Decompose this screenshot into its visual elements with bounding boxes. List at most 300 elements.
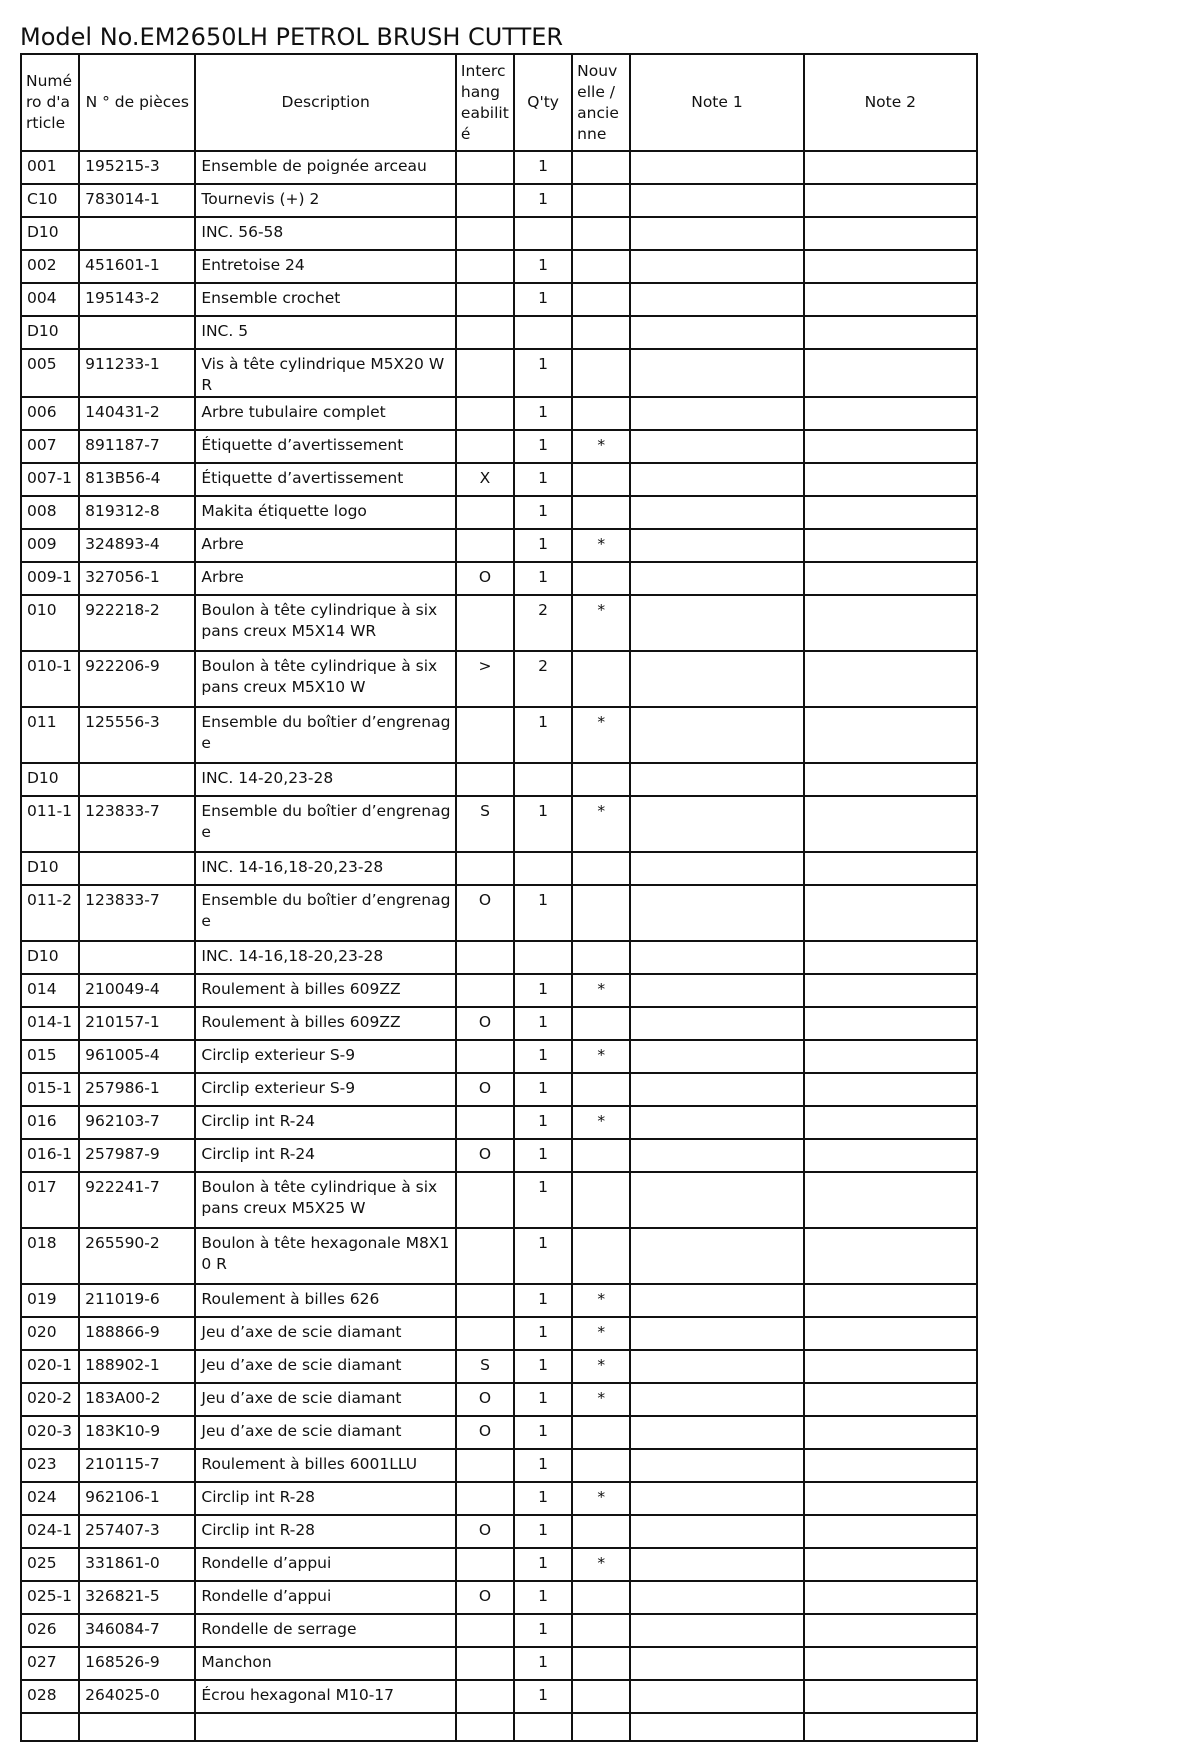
note-1-cell — [630, 1482, 803, 1515]
note-1-cell — [630, 1284, 803, 1317]
note-1-cell — [630, 763, 803, 796]
note-2-cell — [804, 974, 977, 1007]
quantity-cell — [514, 316, 572, 349]
note-1-cell — [630, 796, 803, 852]
interchangeability-cell — [456, 250, 514, 283]
item-number-cell: D10 — [21, 316, 79, 349]
table-row — [21, 151, 977, 184]
header-note-1: Note 1 — [630, 54, 803, 151]
note-1-cell — [630, 349, 803, 397]
quantity-cell: 1 — [514, 1007, 572, 1040]
new-old-cell — [572, 1416, 630, 1449]
note-2-cell — [804, 283, 977, 316]
part-number-cell: 188902-1 — [79, 1350, 195, 1383]
interchangeability-cell — [456, 397, 514, 430]
interchangeability-cell: O — [456, 885, 514, 941]
part-number-cell: 257986-1 — [79, 1073, 195, 1106]
description-cell: Ensemble crochet — [195, 283, 456, 316]
quantity-cell: 1 — [514, 1228, 572, 1284]
table-row — [21, 1647, 977, 1680]
part-number-cell: 210157-1 — [79, 1007, 195, 1040]
table-row — [21, 1713, 977, 1741]
note-1-cell — [630, 316, 803, 349]
note-2-cell — [804, 1040, 977, 1073]
note-2-cell — [804, 1515, 977, 1548]
quantity-cell: 1 — [514, 1317, 572, 1350]
note-2-cell — [804, 885, 977, 941]
item-number-cell: 020 — [21, 1317, 79, 1350]
part-number-cell: 346084-7 — [79, 1614, 195, 1647]
table-row — [21, 796, 977, 852]
item-number-cell: D10 — [21, 217, 79, 250]
part-number-cell: 210115-7 — [79, 1449, 195, 1482]
interchangeability-cell — [456, 529, 514, 562]
quantity-cell: 1 — [514, 885, 572, 941]
item-number-cell: 015 — [21, 1040, 79, 1073]
part-number-cell — [79, 852, 195, 885]
interchangeability-cell: S — [456, 796, 514, 852]
interchangeability-cell — [456, 1614, 514, 1647]
interchangeability-cell — [456, 1284, 514, 1317]
interchangeability-cell — [456, 349, 514, 397]
interchangeability-cell — [456, 430, 514, 463]
item-number-cell: 008 — [21, 496, 79, 529]
item-number-cell: 002 — [21, 250, 79, 283]
note-1-cell — [630, 463, 803, 496]
new-old-cell — [572, 1680, 630, 1713]
new-old-cell: * — [572, 707, 630, 763]
note-1-cell — [630, 1581, 803, 1614]
table-row — [21, 397, 977, 430]
part-number-cell: 813B56-4 — [79, 463, 195, 496]
description-cell — [195, 1713, 456, 1741]
new-old-cell — [572, 651, 630, 707]
description-cell: INC. 56-58 — [195, 217, 456, 250]
quantity-cell: 1 — [514, 1172, 572, 1228]
table-row — [21, 595, 977, 651]
description-cell: Rondelle d’appui — [195, 1548, 456, 1581]
interchangeability-cell: > — [456, 651, 514, 707]
note-1-cell — [630, 1713, 803, 1741]
interchangeability-cell: O — [456, 1515, 514, 1548]
note-1-cell — [630, 496, 803, 529]
note-1-cell — [630, 397, 803, 430]
part-number-cell: 961005-4 — [79, 1040, 195, 1073]
item-number-cell: 024-1 — [21, 1515, 79, 1548]
note-2-cell — [804, 496, 977, 529]
part-number-cell: 183A00-2 — [79, 1383, 195, 1416]
interchangeability-cell: O — [456, 1416, 514, 1449]
table-row — [21, 1548, 977, 1581]
note-1-cell — [630, 1680, 803, 1713]
description-cell: Roulement à billes 6001LLU — [195, 1449, 456, 1482]
page-title: Model No.EM2650LH PETROL BRUSH CUTTER — [20, 23, 564, 51]
quantity-cell: 1 — [514, 1284, 572, 1317]
quantity-cell: 1 — [514, 397, 572, 430]
table-row — [21, 283, 977, 316]
interchangeability-cell — [456, 1106, 514, 1139]
interchangeability-cell: O — [456, 562, 514, 595]
description-cell: Rondelle d’appui — [195, 1581, 456, 1614]
note-2-cell — [804, 1007, 977, 1040]
note-2-cell — [804, 763, 977, 796]
note-1-cell — [630, 595, 803, 651]
table-row — [21, 1317, 977, 1350]
new-old-cell — [572, 1581, 630, 1614]
new-old-cell — [572, 184, 630, 217]
note-2-cell — [804, 151, 977, 184]
note-2-cell — [804, 852, 977, 885]
table-row — [21, 430, 977, 463]
note-1-cell — [630, 1139, 803, 1172]
interchangeability-cell: O — [456, 1581, 514, 1614]
part-number-cell: 451601-1 — [79, 250, 195, 283]
description-cell: Ensemble de poignée arceau — [195, 151, 456, 184]
note-2-cell — [804, 397, 977, 430]
item-number-cell: D10 — [21, 763, 79, 796]
item-number-cell: 025 — [21, 1548, 79, 1581]
quantity-cell: 1 — [514, 562, 572, 595]
interchangeability-cell — [456, 184, 514, 217]
note-2-cell — [804, 941, 977, 974]
interchangeability-cell — [456, 1228, 514, 1284]
note-1-cell — [630, 1172, 803, 1228]
part-number-cell: 123833-7 — [79, 885, 195, 941]
header-item-number: Numéro d'article — [21, 54, 79, 151]
description-cell: Écrou hexagonal M10-17 — [195, 1680, 456, 1713]
interchangeability-cell — [456, 1172, 514, 1228]
description-cell: Rondelle de serrage — [195, 1614, 456, 1647]
description-cell: Boulon à tête cylindrique à six pans creux M5X25 W — [195, 1172, 456, 1228]
interchangeability-cell — [456, 595, 514, 651]
quantity-cell: 1 — [514, 1350, 572, 1383]
note-2-cell — [804, 1139, 977, 1172]
interchangeability-cell — [456, 1449, 514, 1482]
new-old-cell: * — [572, 529, 630, 562]
description-cell: Étiquette d’avertissement — [195, 430, 456, 463]
new-old-cell — [572, 316, 630, 349]
note-2-cell — [804, 1073, 977, 1106]
item-number-cell: 007-1 — [21, 463, 79, 496]
interchangeability-cell — [456, 974, 514, 1007]
note-1-cell — [630, 151, 803, 184]
new-old-cell: * — [572, 1383, 630, 1416]
table-row — [21, 316, 977, 349]
new-old-cell — [572, 283, 630, 316]
note-1-cell — [630, 1515, 803, 1548]
description-cell: Circlip int R-28 — [195, 1515, 456, 1548]
new-old-cell — [572, 1449, 630, 1482]
description-cell: INC. 14-20,23-28 — [195, 763, 456, 796]
table-row — [21, 1228, 977, 1284]
header-interchangeability: Interchangeabilité — [456, 54, 514, 151]
item-number-cell: 024 — [21, 1482, 79, 1515]
part-number-cell: 168526-9 — [79, 1647, 195, 1680]
quantity-cell: 1 — [514, 1680, 572, 1713]
note-2-cell — [804, 1680, 977, 1713]
table-header-row — [21, 54, 977, 151]
item-number-cell: D10 — [21, 852, 79, 885]
interchangeability-cell — [456, 1548, 514, 1581]
new-old-cell — [572, 151, 630, 184]
note-2-cell — [804, 1713, 977, 1741]
part-number-cell: 264025-0 — [79, 1680, 195, 1713]
note-2-cell — [804, 1350, 977, 1383]
note-2-cell — [804, 1228, 977, 1284]
table-row — [21, 1040, 977, 1073]
note-2-cell — [804, 250, 977, 283]
description-cell: Roulement à billes 609ZZ — [195, 974, 456, 1007]
table-row — [21, 763, 977, 796]
part-number-cell: 922218-2 — [79, 595, 195, 651]
part-number-cell: 210049-4 — [79, 974, 195, 1007]
part-number-cell: 211019-6 — [79, 1284, 195, 1317]
part-number-cell — [79, 316, 195, 349]
note-1-cell — [630, 651, 803, 707]
new-old-cell: * — [572, 595, 630, 651]
item-number-cell: 007 — [21, 430, 79, 463]
table-row — [21, 1449, 977, 1482]
item-number-cell: 014 — [21, 974, 79, 1007]
item-number-cell: 027 — [21, 1647, 79, 1680]
interchangeability-cell — [456, 763, 514, 796]
new-old-cell — [572, 463, 630, 496]
interchangeability-cell — [456, 941, 514, 974]
quantity-cell: 1 — [514, 1449, 572, 1482]
description-cell: Entretoise 24 — [195, 250, 456, 283]
new-old-cell — [572, 1007, 630, 1040]
note-2-cell — [804, 562, 977, 595]
table-row — [21, 1614, 977, 1647]
table-row — [21, 707, 977, 763]
quantity-cell: 1 — [514, 496, 572, 529]
quantity-cell: 1 — [514, 796, 572, 852]
description-cell: Boulon à tête cylindrique à six pans creux M5X10 W — [195, 651, 456, 707]
item-number-cell: 020-2 — [21, 1383, 79, 1416]
interchangeability-cell — [456, 1680, 514, 1713]
description-cell: Vis à tête cylindrique M5X20 WR — [195, 349, 456, 397]
header-description: Description — [195, 54, 456, 151]
part-number-cell: 783014-1 — [79, 184, 195, 217]
new-old-cell — [572, 562, 630, 595]
note-2-cell — [804, 184, 977, 217]
interchangeability-cell — [456, 1317, 514, 1350]
part-number-cell — [79, 217, 195, 250]
item-number-cell: 028 — [21, 1680, 79, 1713]
quantity-cell — [514, 217, 572, 250]
quantity-cell: 1 — [514, 1482, 572, 1515]
note-2-cell — [804, 1581, 977, 1614]
note-1-cell — [630, 885, 803, 941]
description-cell: Roulement à billes 609ZZ — [195, 1007, 456, 1040]
note-1-cell — [630, 217, 803, 250]
description-cell: Circlip exterieur S-9 — [195, 1040, 456, 1073]
note-1-cell — [630, 1647, 803, 1680]
note-2-cell — [804, 595, 977, 651]
part-number-cell: 327056-1 — [79, 562, 195, 595]
description-cell: Jeu d’axe de scie diamant — [195, 1383, 456, 1416]
interchangeability-cell — [456, 316, 514, 349]
item-number-cell: 006 — [21, 397, 79, 430]
note-1-cell — [630, 941, 803, 974]
description-cell: Boulon à tête hexagonale M8X10 R — [195, 1228, 456, 1284]
description-cell: Boulon à tête cylindrique à six pans creux M5X14 WR — [195, 595, 456, 651]
part-number-cell: 183K10-9 — [79, 1416, 195, 1449]
quantity-cell: 2 — [514, 595, 572, 651]
note-1-cell — [630, 974, 803, 1007]
part-number-cell: 922241-7 — [79, 1172, 195, 1228]
item-number-cell: 016 — [21, 1106, 79, 1139]
item-number-cell: 020-3 — [21, 1416, 79, 1449]
description-cell: Ensemble du boîtier d’engrenage — [195, 796, 456, 852]
table-row — [21, 496, 977, 529]
note-2-cell — [804, 1172, 977, 1228]
quantity-cell: 1 — [514, 1416, 572, 1449]
description-cell: Circlip int R-24 — [195, 1106, 456, 1139]
note-1-cell — [630, 283, 803, 316]
note-2-cell — [804, 529, 977, 562]
note-1-cell — [630, 1449, 803, 1482]
item-number-cell: 014-1 — [21, 1007, 79, 1040]
note-2-cell — [804, 1317, 977, 1350]
table-row — [21, 1482, 977, 1515]
item-number-cell: 020-1 — [21, 1350, 79, 1383]
note-1-cell — [630, 1350, 803, 1383]
interchangeability-cell: O — [456, 1383, 514, 1416]
new-old-cell: * — [572, 1040, 630, 1073]
quantity-cell — [514, 852, 572, 885]
table-row — [21, 1581, 977, 1614]
new-old-cell — [572, 1647, 630, 1680]
new-old-cell — [572, 250, 630, 283]
new-old-cell — [572, 852, 630, 885]
item-number-cell: 017 — [21, 1172, 79, 1228]
item-number-cell: 023 — [21, 1449, 79, 1482]
interchangeability-cell — [456, 151, 514, 184]
table-row — [21, 349, 977, 397]
quantity-cell — [514, 941, 572, 974]
item-number-cell: 011 — [21, 707, 79, 763]
interchangeability-cell — [456, 1040, 514, 1073]
new-old-cell — [572, 763, 630, 796]
description-cell: Arbre — [195, 562, 456, 595]
quantity-cell: 1 — [514, 151, 572, 184]
quantity-cell: 2 — [514, 651, 572, 707]
new-old-cell — [572, 397, 630, 430]
new-old-cell: * — [572, 1106, 630, 1139]
quantity-cell: 1 — [514, 1614, 572, 1647]
part-number-cell: 265590-2 — [79, 1228, 195, 1284]
note-1-cell — [630, 1106, 803, 1139]
new-old-cell: * — [572, 1548, 630, 1581]
new-old-cell: * — [572, 1350, 630, 1383]
part-number-cell: 123833-7 — [79, 796, 195, 852]
description-cell: Roulement à billes 626 — [195, 1284, 456, 1317]
quantity-cell: 1 — [514, 1647, 572, 1680]
description-cell: Tournevis (+) 2 — [195, 184, 456, 217]
note-2-cell — [804, 1383, 977, 1416]
item-number-cell: 026 — [21, 1614, 79, 1647]
part-number-cell: 195143-2 — [79, 283, 195, 316]
interchangeability-cell — [456, 217, 514, 250]
description-cell: Arbre tubulaire complet — [195, 397, 456, 430]
part-number-cell: 331861-0 — [79, 1548, 195, 1581]
quantity-cell: 1 — [514, 974, 572, 1007]
table-row — [21, 1106, 977, 1139]
interchangeability-cell — [456, 1713, 514, 1741]
table-row — [21, 941, 977, 974]
quantity-cell: 1 — [514, 250, 572, 283]
item-number-cell: 011-2 — [21, 885, 79, 941]
header-new-old: Nouvelle / ancienne — [572, 54, 630, 151]
part-number-cell — [79, 763, 195, 796]
description-cell: Jeu d’axe de scie diamant — [195, 1416, 456, 1449]
new-old-cell — [572, 496, 630, 529]
note-2-cell — [804, 1614, 977, 1647]
quantity-cell: 1 — [514, 283, 572, 316]
item-number-cell: C10 — [21, 184, 79, 217]
interchangeability-cell — [456, 1482, 514, 1515]
description-cell: INC. 5 — [195, 316, 456, 349]
description-cell: Manchon — [195, 1647, 456, 1680]
new-old-cell — [572, 1614, 630, 1647]
part-number-cell: 125556-3 — [79, 707, 195, 763]
item-number-cell: 009 — [21, 529, 79, 562]
interchangeability-cell — [456, 707, 514, 763]
item-number-cell: 009-1 — [21, 562, 79, 595]
new-old-cell — [572, 1172, 630, 1228]
quantity-cell: 1 — [514, 1073, 572, 1106]
quantity-cell: 1 — [514, 1548, 572, 1581]
part-number-cell: 195215-3 — [79, 151, 195, 184]
quantity-cell: 1 — [514, 1581, 572, 1614]
note-2-cell — [804, 430, 977, 463]
table-row — [21, 852, 977, 885]
note-2-cell — [804, 316, 977, 349]
description-cell: Jeu d’axe de scie diamant — [195, 1317, 456, 1350]
note-2-cell — [804, 796, 977, 852]
interchangeability-cell: O — [456, 1073, 514, 1106]
new-old-cell: * — [572, 430, 630, 463]
description-cell: INC. 14-16,18-20,23-28 — [195, 852, 456, 885]
new-old-cell — [572, 1228, 630, 1284]
note-2-cell — [804, 463, 977, 496]
quantity-cell: 1 — [514, 430, 572, 463]
table-row — [21, 1383, 977, 1416]
note-2-cell — [804, 217, 977, 250]
note-1-cell — [630, 707, 803, 763]
description-cell: Jeu d’axe de scie diamant — [195, 1350, 456, 1383]
note-2-cell — [804, 707, 977, 763]
part-number-cell: 962103-7 — [79, 1106, 195, 1139]
interchangeability-cell: S — [456, 1350, 514, 1383]
note-2-cell — [804, 1548, 977, 1581]
new-old-cell — [572, 941, 630, 974]
note-2-cell — [804, 1284, 977, 1317]
note-2-cell — [804, 1416, 977, 1449]
part-number-cell: 922206-9 — [79, 651, 195, 707]
part-number-cell: 257987-9 — [79, 1139, 195, 1172]
part-number-cell: 962106-1 — [79, 1482, 195, 1515]
note-1-cell — [630, 1317, 803, 1350]
table-row — [21, 1073, 977, 1106]
item-number-cell: 010-1 — [21, 651, 79, 707]
item-number-cell: 005 — [21, 349, 79, 397]
table-row — [21, 651, 977, 707]
new-old-cell — [572, 217, 630, 250]
description-cell: Étiquette d’avertissement — [195, 463, 456, 496]
note-1-cell — [630, 1007, 803, 1040]
